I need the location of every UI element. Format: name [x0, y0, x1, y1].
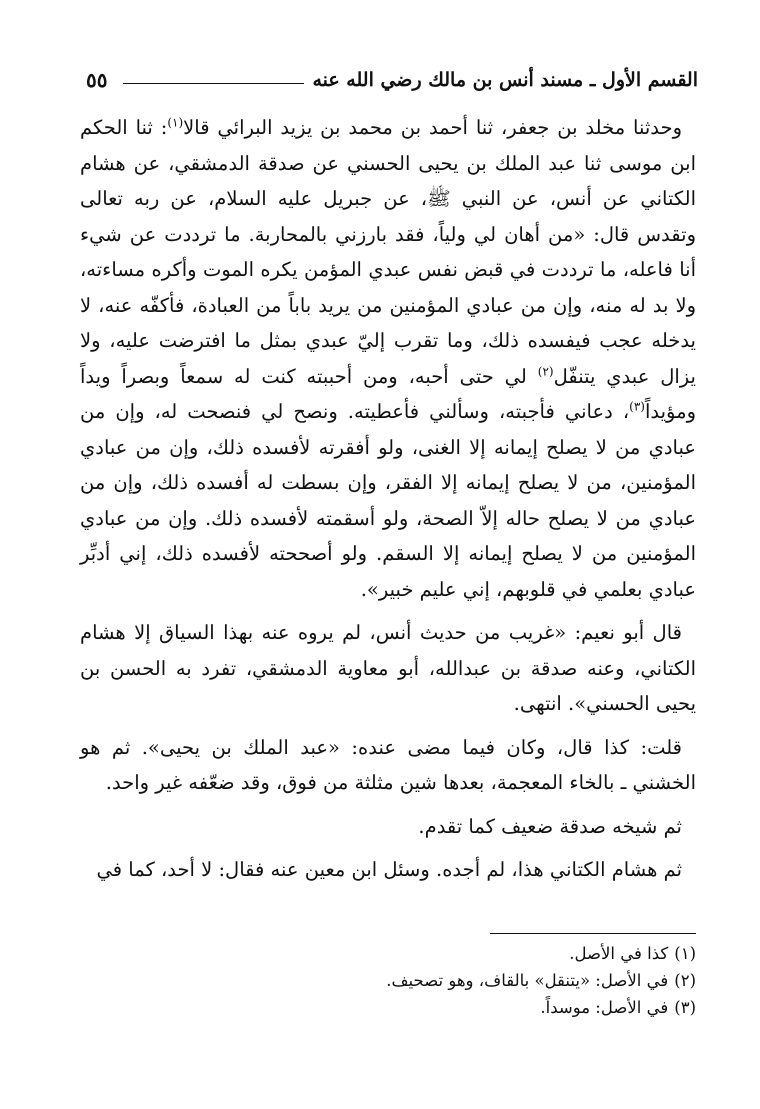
main-text — [80, 110, 696, 896]
commentary-paragraph: ثم هشام الكتاني هذا، لم أجده. وسئل ابن معين عنه فقال: لا أحد، كما في — [96, 858, 682, 881]
running-head: القسم الأول ـ مسند أنس بن مالك رضي الله عنه — [312, 69, 698, 91]
commentary-paragraph: قلت: كذا قال، وكان فيما مضى عنده: «عبد الملك بن يحيى». ثم هو الخشني ـ بالخاء المعجمة، بعدها شين مثلثة من فوق، وقد ضعّفه غير واحد. — [80, 735, 696, 794]
footnote-number: (٣) — [674, 998, 696, 1017]
paragraph-text: ، دعاني فأجبته، وسألني فأعطيته. ونصح لي فنصحت له، وإن من عبادي من لا يصلح إيمانه إلا الغنى، ولو أفقرته لأفسده ذلك، وإن من عبادي المؤمنين، من لا يصلح إيمانه إلا الفقر، وإن بسطت له أفسده ذلك، وإن من عبادي من لا يصلح حاله إلاّ الصحة، ولو أسقمته لأفسده ذلك. وإن من عبادي المؤمنين من لا يصلح إيمانه إلا السقم. ولو أصححته لأفسده ذلك، إني أدبِّر عبادي بعلمي في قلوبهم، إني عليم خبير». — [80, 400, 696, 601]
footnote-text: في الأصل: «يتنقل» بالقاف، وهو تصحيف. — [386, 971, 669, 990]
footnote-number: (١) — [674, 944, 696, 963]
footnote — [120, 994, 696, 1021]
footnote-text: في الأصل: موسداً. — [540, 998, 669, 1017]
footnote-text: كذا في الأصل. — [569, 944, 669, 963]
footnote-mark: (٢) — [537, 364, 554, 378]
footnote — [120, 967, 696, 994]
footnote-rule — [490, 933, 696, 934]
page-number: ٥٥ — [86, 68, 108, 92]
hadith-paragraph — [80, 110, 696, 607]
paragraph-text: وحدثنا مخلد بن جعفر، ثنا أحمد بن محمد بن يزيد البرائي قالا — [183, 116, 682, 139]
footnotes — [120, 940, 696, 1021]
footnote-mark: (٣) — [629, 399, 645, 414]
abu-nuaym-paragraph: قال أبو نعيم: «غريب من حديث أنس، لم يروه عنه بهذا السياق إلا هشام الكتاني، وعنه صدقة بن عبدالله، أبو معاوية الدمشقي، تفرد به الحسن بن يحيى الحسني». انتهى. — [80, 621, 696, 715]
commentary-paragraph: ثم شيخه صدقة ضعيف كما تقدم. — [418, 814, 682, 838]
paragraph-text: لي حتى أحبه، ومن أحببته كنت له سمعاً وبصراً ويداً ومؤيداً — [80, 364, 696, 423]
header-rule — [123, 83, 304, 84]
footnote — [120, 940, 696, 967]
footnote-mark: (١) — [167, 115, 184, 130]
footnote-number: (٢) — [674, 971, 696, 990]
page-header — [86, 60, 698, 100]
paragraph-text: : ثنا الحكم ابن موسى ثنا عبد الملك بن يحيى الحسني عن صدقة الدمشقي، عن هشام الكتاني عن أنس، عن النبي ﷺ، عن جبريل عليه السلام، عن ربه تعالى وتقدس قال: «من أهان لي ولياً، فقد بارزني بالمحاربة. ما ترددت عن شيء أنا فاعله، ما ترددت في قبض نفس عبدي المؤمن يكره الموت وأكره مساءته، ولا بد له منه، وإن من عبادي المؤمنين من يريد باباً من العبادة، فأكفّه عنه، لا يدخله عجب فيفسده ذلك، وما تقرب إليّ عبدي بمثل ما افترضت عليه، ولا يزال عبدي يتنفّل — [80, 116, 696, 388]
